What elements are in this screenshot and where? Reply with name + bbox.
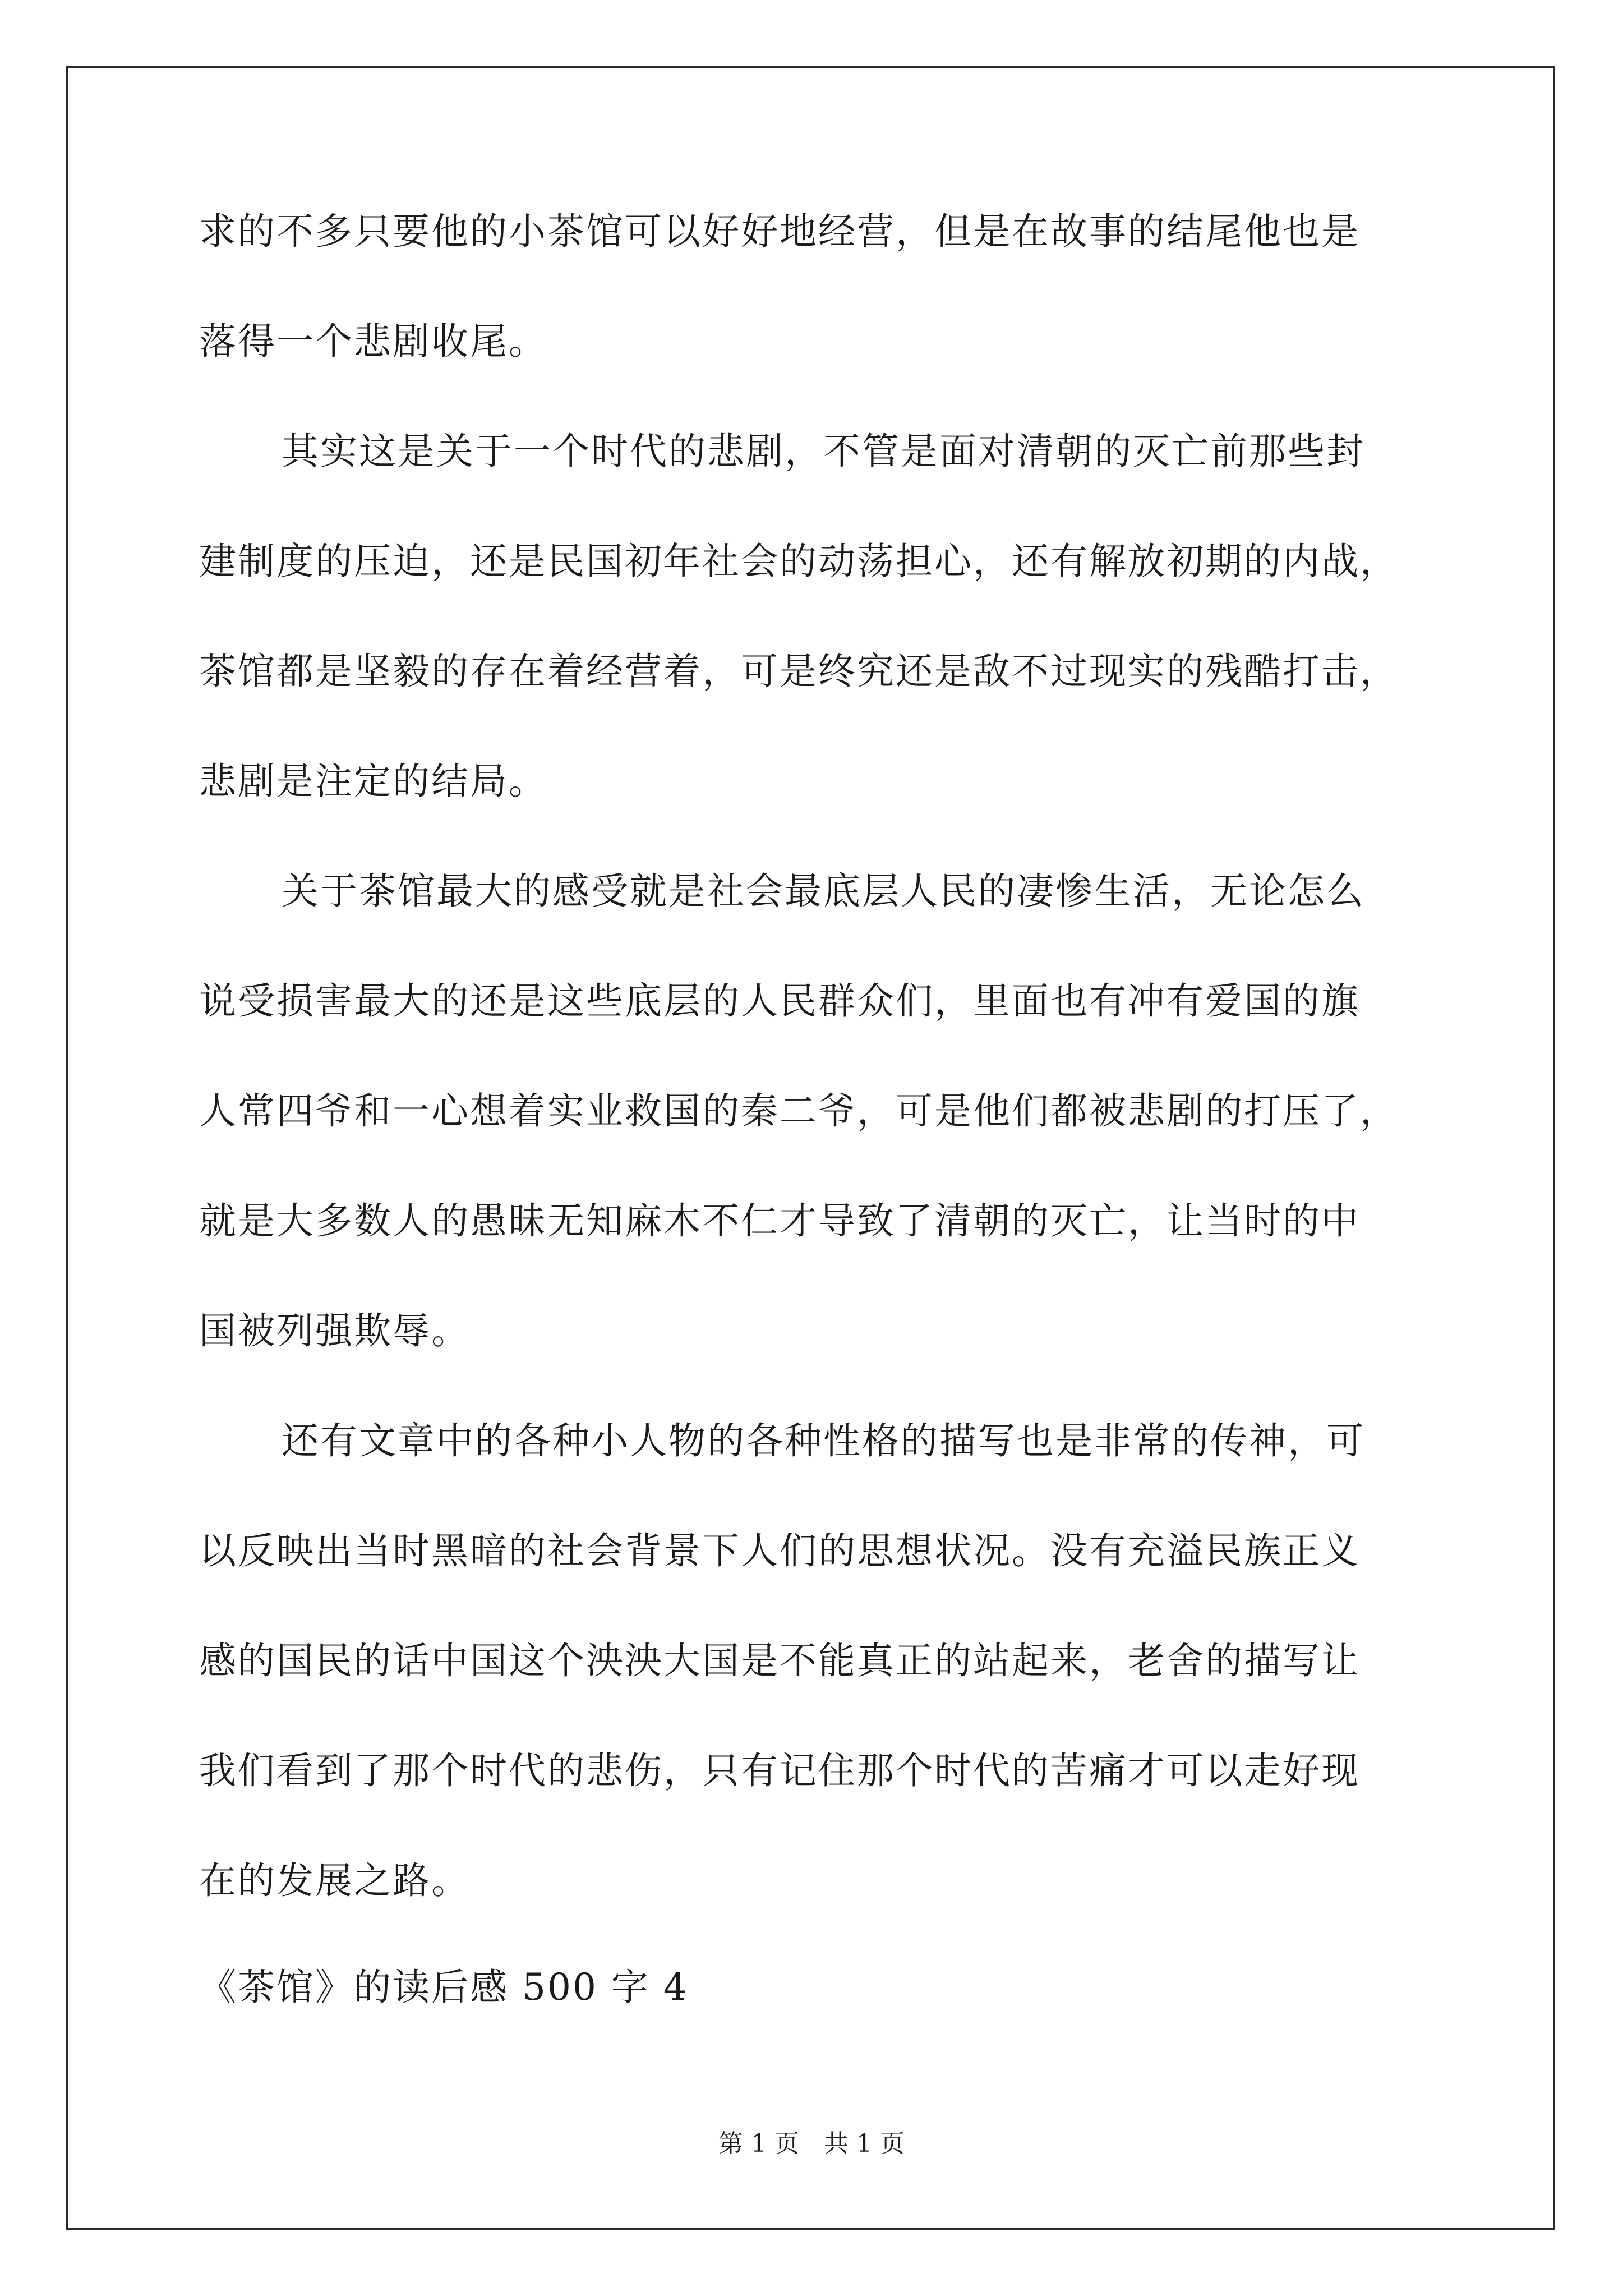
text-line: 我们看到了那个时代的悲伤，只有记住那个时代的苦痛才可以走好现	[199, 1749, 1360, 1792]
document-body	[199, 210, 1438, 1972]
text-line: 在的发展之路。	[199, 1859, 470, 1902]
text-line: 悲剧是注定的结局。	[199, 760, 547, 803]
text-line: 关于茶馆最大的感受就是社会最底层人民的凄惨生活，无论怎么	[282, 869, 1365, 913]
text-line: 建制度的压迫，还是民国初年社会的动荡担心，还有解放初期的内战，	[199, 540, 1399, 583]
text-line: 还有文章中的各种小人物的各种性格的描写也是非常的传神，可	[282, 1419, 1365, 1462]
text-line: 说受损害最大的还是这些底层的人民群众们，里面也有冲有爱国的旗	[199, 979, 1360, 1023]
section-heading: 《茶馆》的读后感 500 字 4	[199, 1966, 689, 2009]
page-footer: 第 1 页 共 1 页	[718, 2129, 905, 2158]
text-line: 人常四爷和一心想着实业救国的秦二爷，可是他们都被悲剧的打压了，	[199, 1089, 1399, 1133]
text-line: 其实这是关于一个时代的悲剧，不管是面对清朝的灭亡前那些封	[282, 430, 1365, 473]
text-line: 感的国民的话中国这个泱泱大国是不能真正的站起来，老舍的描写让	[199, 1639, 1360, 1682]
text-line: 求的不多只要他的小茶馆可以好好地经营，但是在故事的结尾他也是	[199, 210, 1360, 253]
text-line: 国被列强欺辱。	[199, 1309, 470, 1352]
text-line: 就是大多数人的愚昧无知麻木不仁才导致了清朝的灭亡，让当时的中	[199, 1199, 1360, 1243]
text-line: 茶馆都是坚毅的存在着经营着，可是终究还是敌不过现实的残酷打击，	[199, 650, 1399, 693]
text-line: 落得一个悲剧收尾。	[199, 320, 547, 363]
text-line: 以反映出当时黑暗的社会背景下人们的思想状况。没有充溢民族正义	[199, 1529, 1360, 1572]
